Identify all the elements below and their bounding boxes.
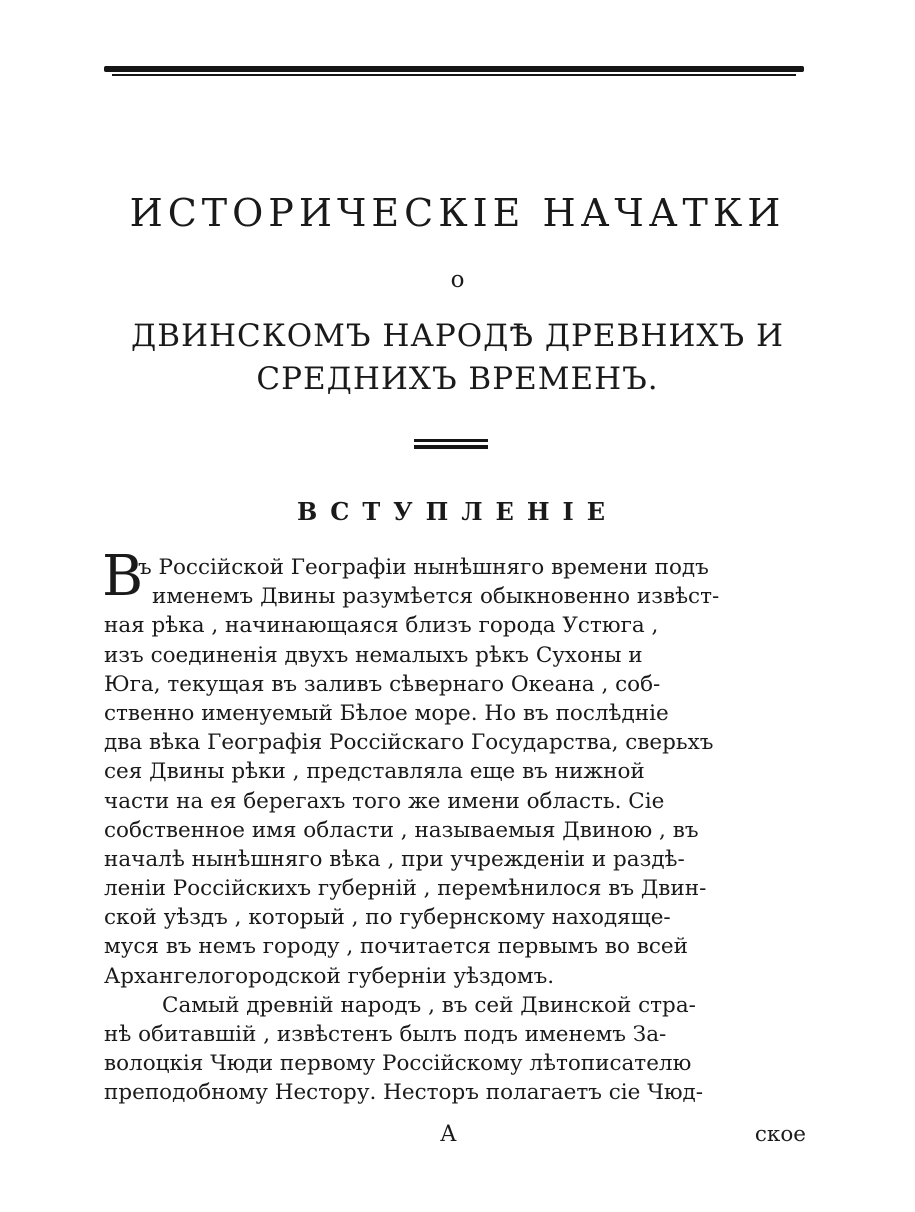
text-line: муся въ немъ городу , почитается первымъ во всей <box>104 934 688 960</box>
page-subtitle: ДВИНСКОМЪ НАРОДѢ ДРЕВНИХЪ И СРЕДНИХЪ ВРЕМЕНЪ. <box>131 318 784 397</box>
title-preposition: о <box>450 267 465 293</box>
text-line: части на ея берегахъ того же имени область. Сіе <box>104 788 665 814</box>
text-line: Юга, текущая въ заливъ сѣвернаго Океана , соб- <box>104 671 661 697</box>
text-line: волоцкія Чюди первому Россійскому лѣтописателю <box>104 1051 692 1077</box>
text-line: ственно именуемый Бѣлое море. Но въ послѣдніе <box>104 700 669 726</box>
rule-thick-line <box>104 66 804 72</box>
text-line: ъ Россійской Географіи нынѣшняго времени подъ <box>138 555 709 580</box>
signature-mark: А <box>440 1122 457 1147</box>
drop-cap: В <box>102 544 144 609</box>
top-double-rule <box>104 64 804 77</box>
page-footer <box>104 1118 806 1152</box>
catchword: ское <box>754 1122 806 1147</box>
text-line: Архангелогородской губерніи уѣздомъ. <box>104 963 555 989</box>
text-line: изъ соединенія двухъ немалыхъ рѣкъ Сухоны и <box>104 642 643 668</box>
body-text <box>102 544 806 1108</box>
ornament-line-lower <box>414 445 488 449</box>
text-line: началѣ нынѣшняго вѣка , при учрежденіи и раздѣ- <box>104 846 685 872</box>
text-line: Самый древній народъ , въ сей Двинской стра- <box>162 992 696 1018</box>
text-line: собственное имя области , называемыя Двиною , въ <box>104 817 699 843</box>
text-line: два вѣка Географія Россійскаго Государства, сверьхъ <box>104 730 714 756</box>
text-line: преподобному Нестору. Несторъ полагаетъ сіе Чюд- <box>104 1080 704 1106</box>
text-line: именемъ Двины разумѣется обыкновенно извѣст- <box>152 584 720 610</box>
text-line: сея Двины рѣки , представляла еще въ нижной <box>104 759 645 785</box>
section-heading: ВСТУПЛЕНІЕ <box>296 497 619 526</box>
page-title: ИСТОРИЧЕСКІЕ НАЧАТКИ <box>129 191 786 235</box>
text-line: нѣ обитавшій , извѣстенъ былъ подъ именемъ За- <box>104 1022 667 1047</box>
text-line: леніи Россійскихъ губерній , перемѣнилося въ Двин- <box>104 876 707 902</box>
ornament-double-rule <box>414 438 488 452</box>
text-line: ской уѣздъ , который , по губернскому находяще- <box>104 905 671 931</box>
ornament-line-upper <box>414 439 488 442</box>
rule-thin-line <box>112 74 796 76</box>
text-line: ная рѣка , начинающаяся близъ города Устюга , <box>104 613 659 639</box>
